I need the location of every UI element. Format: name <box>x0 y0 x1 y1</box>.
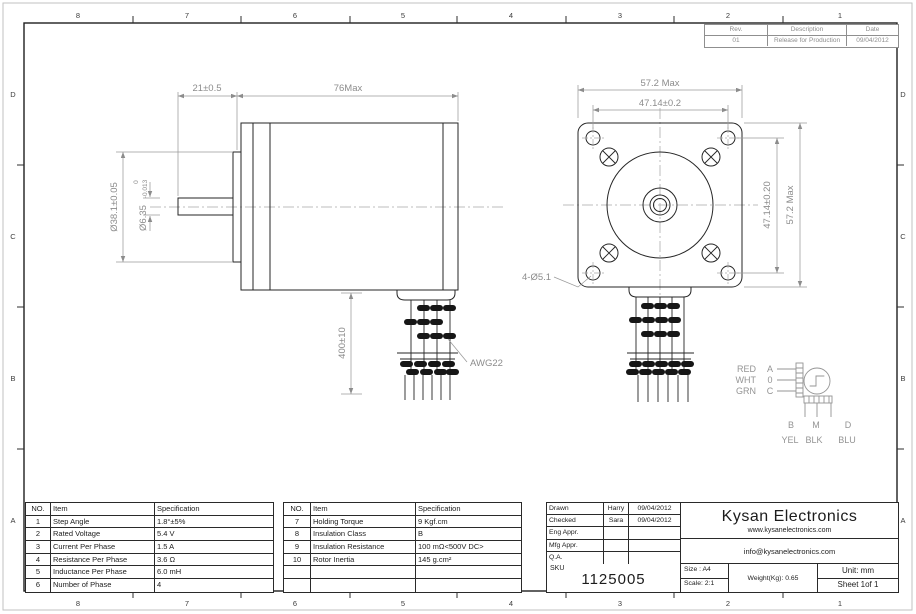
zone-label: 4 <box>508 599 514 608</box>
dim-flange-height: 57.2 Max <box>785 185 796 225</box>
spec-item: Resistance Per Phase <box>51 554 155 567</box>
spec-no <box>284 579 311 592</box>
spec-item: Rated Voltage <box>51 528 155 541</box>
zone-label: 1 <box>837 11 843 20</box>
revision-table <box>704 24 899 48</box>
col-header: NO. <box>284 503 311 516</box>
approval-name: Sara <box>604 515 629 527</box>
approval-name: Harry <box>604 503 629 515</box>
approval-date <box>629 527 680 539</box>
rev-header: Description <box>768 25 847 36</box>
dim-lead-length: 400±10 <box>337 327 348 359</box>
zone-label: 7 <box>184 11 190 20</box>
dim-hole-spacing-v: 47.14±0.20 <box>762 181 773 229</box>
spec-no: 7 <box>284 516 311 529</box>
wire-color-label: BLU <box>838 435 856 445</box>
spec-value <box>416 566 521 579</box>
zone-label: D <box>10 90 16 99</box>
zone-label: D <box>900 90 906 99</box>
zone-label: 7 <box>184 599 190 608</box>
dim-shaft-tol-upper: 0 <box>133 180 140 184</box>
zone-label: 6 <box>292 11 298 20</box>
zone-label: B <box>10 374 16 383</box>
spec-value: 3.6 Ω <box>155 554 273 567</box>
spec-value: 5.4 V <box>155 528 273 541</box>
approval-label: Q.A. <box>547 552 604 564</box>
spec-table-left <box>25 502 274 593</box>
rev-header: Date <box>847 25 898 36</box>
spec-value: 4 <box>157 580 162 590</box>
spec-item: Current Per Phase <box>51 541 155 554</box>
spec-item: Holding Torque <box>311 516 416 529</box>
dim-flange-width: 57.2 Max <box>640 78 680 89</box>
rev-cell: Release for Production <box>768 36 847 47</box>
spec-no: 10 <box>284 554 311 567</box>
dim-shaft-length: 21±0.5 <box>192 83 222 94</box>
spec-item: Rotor Inertia <box>311 554 416 567</box>
approval-label: Checked <box>547 515 604 527</box>
motor-front-view <box>563 108 758 402</box>
spec-no: 6 <box>26 579 51 592</box>
approval-label: Mfg Appr. <box>547 540 604 552</box>
terminal-label: A <box>766 364 774 374</box>
spec-value: 145 g.cm² <box>416 554 521 567</box>
spec-no: 3 <box>26 541 51 554</box>
title-block <box>546 502 899 593</box>
spec-table-right <box>283 502 522 593</box>
spec-no: 5 <box>26 566 51 579</box>
rev-header: Rev. <box>705 25 768 36</box>
spec-item <box>311 566 416 579</box>
company-website: www.kysanelectronics.com <box>747 526 832 534</box>
drawing-scale: Scale: 2:1 <box>684 580 715 587</box>
zone-label: 4 <box>508 11 514 20</box>
weight-cell: Weight(Kg): 0.65 <box>729 564 818 592</box>
spec-item: Number of Phase <box>51 579 155 592</box>
wiring-diagram <box>736 363 856 445</box>
spec-item: Step Angle <box>51 516 155 529</box>
zone-label: A <box>10 516 16 525</box>
terminal-label: 0 <box>767 375 773 385</box>
sheet-number: Sheet 1of 1 <box>837 580 879 589</box>
rev-cell: 01 <box>705 36 768 47</box>
dim-boss-diameter: Ø38.1±0.05 <box>109 182 120 232</box>
terminal-label: D <box>844 420 852 430</box>
approval-label: Eng Appr. <box>547 527 604 539</box>
approval-date <box>629 540 680 552</box>
dim-shaft-diameter: Ø6.35 <box>138 205 149 231</box>
approval-table <box>547 503 681 564</box>
zone-label: 2 <box>725 11 731 20</box>
zone-label: 5 <box>400 11 406 20</box>
zone-label: A <box>900 516 906 525</box>
terminal-label: C <box>766 386 774 396</box>
spec-item: Insulation Resistance <box>311 541 416 554</box>
rotor-symbol <box>804 368 830 394</box>
company-name: Kysan Electronics <box>721 507 858 525</box>
col-header: Item <box>311 503 416 516</box>
company-cell <box>681 503 898 539</box>
spec-value: B <box>416 528 521 541</box>
zone-label: C <box>10 232 16 241</box>
dim-mount-holes: 4-Ø5.1 <box>522 272 552 283</box>
unit-label: Unit: mm <box>842 566 874 575</box>
rev-cell: 09/04/2012 <box>856 36 889 44</box>
zone-label: 8 <box>75 599 81 608</box>
approval-date: 09/04/2012 <box>629 515 680 527</box>
wire-color-label: GRN <box>736 386 756 396</box>
spec-no: 1 <box>26 516 51 529</box>
approval-name <box>604 527 629 539</box>
spec-value: 100 mΩ<500V DC> <box>416 541 521 554</box>
spec-item: Insulation Class <box>311 528 416 541</box>
spec-item: Inductance Per Phase <box>51 566 155 579</box>
spec-item <box>311 579 416 592</box>
motor-side-view <box>150 123 505 400</box>
terminal-label: M <box>812 420 820 430</box>
wire-color-label: RED <box>736 364 756 374</box>
zone-label: 3 <box>617 599 623 608</box>
terminal-label: B <box>787 420 795 430</box>
zone-label: 2 <box>725 599 731 608</box>
zone-label: 8 <box>75 11 81 20</box>
zone-label: 3 <box>617 11 623 20</box>
spec-value: 1.8°±5% <box>155 516 273 529</box>
col-header: Specification <box>155 503 273 516</box>
size-scale-cell <box>681 564 729 592</box>
sheet-size: Size : A4 <box>684 566 711 573</box>
dim-hole-spacing-h: 47.14±0.2 <box>638 98 682 109</box>
wire-color-label: YEL <box>781 435 799 445</box>
spec-value: 1.5 A <box>155 541 273 554</box>
company-email: info@kysanelectronics.com <box>681 539 898 564</box>
dim-body-length: 76Max <box>333 83 363 94</box>
dim-shaft-tol-lower: -0.013 <box>142 179 149 199</box>
unit-sheet-cell <box>818 564 898 592</box>
spec-no: 9 <box>284 541 311 554</box>
zone-label: B <box>900 374 906 383</box>
spec-no: 2 <box>26 528 51 541</box>
wire-color-label: BLK <box>805 435 823 445</box>
spec-no <box>284 566 311 579</box>
approval-name <box>604 540 629 552</box>
sku-cell <box>547 564 681 592</box>
wire-color-label: WHT <box>735 375 756 385</box>
sku-number: 1125005 <box>581 571 646 588</box>
zone-label: 1 <box>837 599 843 608</box>
approval-label: Drawn <box>547 503 604 515</box>
spec-value <box>416 579 521 592</box>
zone-label: 6 <box>292 599 298 608</box>
spec-no: 4 <box>26 554 51 567</box>
col-header: NO. <box>26 503 51 516</box>
spec-value: 6.0 mH <box>155 566 273 579</box>
label-wire-gauge: AWG22 <box>470 358 503 369</box>
zone-label: C <box>900 232 906 241</box>
zone-label: 5 <box>400 599 406 608</box>
spec-no: 8 <box>284 528 311 541</box>
spec-value: 9 Kgf.cm <box>416 516 521 529</box>
sku-label: SKU <box>550 565 565 572</box>
col-header: Item <box>51 503 155 516</box>
approval-date: 09/04/2012 <box>629 503 680 515</box>
approval-date <box>629 552 680 564</box>
approval-name <box>604 552 629 564</box>
col-header: Specification <box>416 503 521 516</box>
